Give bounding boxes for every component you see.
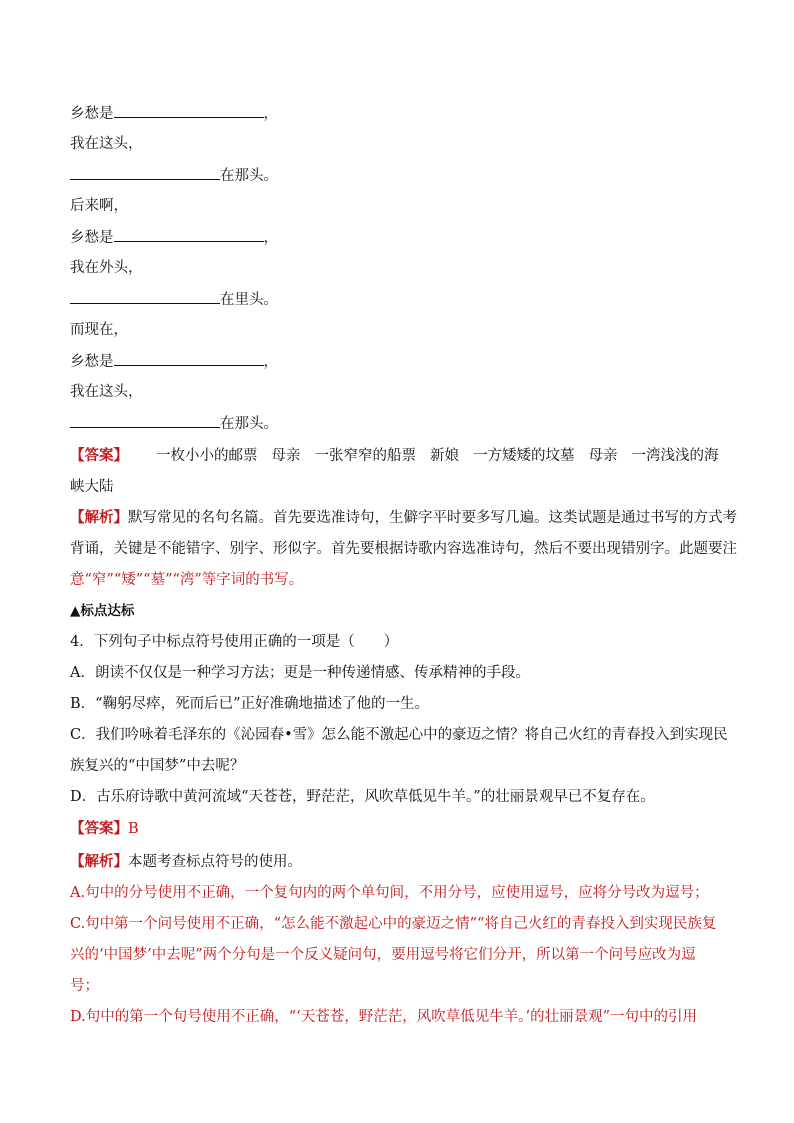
poem-text: 乡愁是 [70,230,114,246]
poem-line-5 [70,227,278,248]
poem-text: 乡愁是 [70,354,114,370]
poem-line-9 [70,351,278,372]
answer-item: 一张窄窄的船票 [314,448,416,464]
answer-tag: 【答案】 [70,447,128,464]
answer-item: 一方矮矮的坟墓 [473,448,575,464]
answer-tag: 【答案】 [70,820,128,837]
fill-blank [70,289,220,304]
poem-line-7 [70,289,278,310]
option-b: B．“鞠躬尽瘁，死而后已”正好准确地描述了他的一生。 [70,696,429,712]
analysis-text: 兴的‘中国梦’中去呢”两个分句是一个反义疑问句，要用逗号将它们分开，所以第一个问号应改为逗 [70,947,696,963]
fill-blank [114,227,264,242]
poem-line-8: 而现在， [70,322,128,338]
poem-text: ， [263,354,278,370]
poem-text: 在那头。 [220,168,278,184]
analysis-text: 本题考查标点符号的使用。 [128,854,302,870]
fill-blank [70,413,220,428]
analysis-text: D.句中的第一个句号使用不正确，“‘天苍苍，野茫茫，风吹草低见牛羊。’的壮丽景观”一句中的引用 [70,1009,698,1025]
analysis-text: C.句中第一个问号使用不正确，“怎么能不激起心中的豪迈之情”“将自己火红的青春投入到实现民族复 [70,916,717,932]
analysis-tag: 【解析】 [70,853,128,870]
analysis-text: A.句中的分号使用不正确，一个复句内的两个单句间，不用分号，应使用逗号，应将分号改为逗号； [70,885,709,901]
poem-text: 在那头。 [220,416,278,432]
answer-item: 一湾浅浅的海 [631,448,719,464]
poem-text: ， [263,106,278,122]
analysis-text: 意“窄”“矮”“墓”“湾”等字词的书写。 [70,572,304,588]
poem-text: ， [263,230,278,246]
fill-blank [70,165,220,180]
option-c-cont: 族复兴的“中国梦”中去呢？ [70,758,245,774]
answer-block-2 [70,819,139,839]
analysis-tag: 【解析】 [70,509,128,526]
analysis-block-2 [70,852,302,872]
analysis-text: 默写常见的名句名篇。首先要选准诗句，生僻字平时要多写几遍。这类试题是通过书写的方式考 [128,510,737,526]
answer-block-1 [70,446,719,466]
answer-item: 一枚小小的邮票 [156,448,258,464]
analysis-block-1 [70,508,737,528]
answer-item: 新娘 [430,448,459,464]
poem-line-11 [70,413,278,434]
option-a: A．朗读不仅仅是一种学习方法；更是一种传递情感、传承精神的手段。 [70,665,530,681]
analysis-text: 号； [70,978,99,994]
analysis-text: 背诵，关键是不能错字、别字、形似字。首先要根据诗歌内容选准诗句，然后不要出现错别字。此题要注 [70,541,737,557]
poem-line-3 [70,165,278,186]
fill-blank [114,351,264,366]
section-heading: ▲标点达标 [70,603,135,619]
poem-line-6: 我在外头， [70,260,143,276]
fill-blank [114,103,264,118]
poem-line-4: 后来啊， [70,198,128,214]
poem-text: 在里头。 [220,292,278,308]
option-d: D．古乐府诗歌中黄河流域“天苍苍，野茫茫，风吹草低见牛羊。”的壮丽景观早已不复存在。 [70,789,655,805]
poem-text: 乡愁是 [70,106,114,122]
question-stem: 4．下列句子中标点符号使用正确的一项是（ ） [70,634,399,650]
answer-item: 母亲 [271,448,301,464]
answer-value: B [128,821,139,837]
option-c: C．我们吟咏着毛泽东的《沁园春•雪》怎么能不激起心中的豪迈之情？将自己火红的青春投入到实现民 [70,727,728,743]
answer-item: 母亲 [588,448,618,464]
poem-line-10: 我在这头， [70,384,143,400]
answer-wrap: 峡大陆 [70,479,114,495]
poem-line-2: 我在这头， [70,136,143,152]
poem-line-1 [70,103,278,124]
